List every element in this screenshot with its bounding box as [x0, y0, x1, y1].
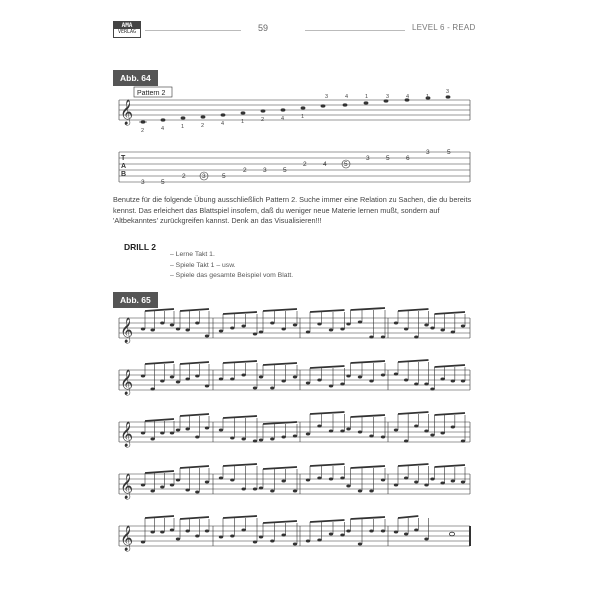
svg-text:B: B — [121, 171, 127, 178]
note-head — [293, 324, 297, 327]
tab-number: 2 — [243, 167, 247, 174]
note-head — [259, 439, 263, 442]
note-head — [253, 541, 257, 544]
note-head — [404, 328, 408, 331]
note-head — [150, 329, 154, 332]
note-head — [394, 429, 398, 432]
figure-65-systems — [119, 308, 470, 551]
note-head — [329, 478, 333, 481]
section-title: LEVEL 6 - READ — [412, 23, 476, 32]
note-head — [241, 529, 245, 532]
note-head — [241, 325, 245, 328]
note-head — [270, 490, 274, 493]
note-head — [170, 324, 174, 327]
fingering: 4 — [161, 126, 165, 132]
note-head — [381, 479, 385, 482]
note-head — [253, 333, 257, 336]
note-head — [160, 486, 164, 489]
note-head — [185, 378, 189, 381]
note-head — [329, 385, 333, 388]
note-head — [160, 531, 164, 534]
note-head — [259, 376, 263, 379]
fingering: 2 — [261, 117, 265, 123]
note-head — [461, 380, 465, 383]
note-head — [369, 336, 373, 339]
note-head — [394, 531, 398, 534]
note-head — [293, 376, 297, 379]
note-head — [424, 430, 428, 433]
note-head — [451, 480, 455, 483]
tab-number: 5 — [222, 173, 226, 180]
note-beam — [310, 310, 345, 312]
treble-clef-icon: 𝄞 — [120, 526, 134, 551]
tab-number: 2 — [303, 161, 307, 168]
note-head — [340, 534, 344, 537]
note-head — [281, 380, 285, 383]
note-head — [281, 328, 285, 331]
note-head — [170, 484, 174, 487]
fingering: 3 — [446, 89, 450, 95]
note-head — [160, 322, 164, 325]
note-head — [205, 385, 209, 388]
note-beam — [310, 366, 345, 368]
tab-number: 5 — [447, 149, 451, 156]
note-head — [205, 427, 209, 430]
note-head — [293, 435, 297, 438]
note-head — [205, 481, 209, 484]
tab-number: 2 — [182, 173, 186, 180]
instruction-paragraph: Benutze für die folgende Übung ausschließlich Pattern 2. Suche immer eine Relation zu Sachen, die du bereits kennst. Das erleichert das Blattspiel insofern, daß du weniger neue Materie lernen mußt, sondern auf 'Altbekanntes' zurückgreifen kannst. Denk an das Visualisieren!!! — [113, 195, 472, 225]
figure-64-label: Abb. 64 — [113, 70, 158, 86]
note-head — [170, 376, 174, 379]
note-head — [306, 331, 310, 334]
note-head — [346, 530, 350, 533]
pattern-label — [134, 87, 172, 97]
note-head — [317, 379, 321, 382]
figure-64-fingerings-low — [141, 114, 304, 134]
tab-number: 5 — [161, 179, 165, 186]
note-beam — [145, 309, 174, 311]
note-head — [346, 323, 350, 326]
note-head — [293, 490, 297, 493]
svg-text:A: A — [121, 163, 127, 170]
fingering: 3 — [386, 94, 390, 100]
note-head — [430, 434, 434, 437]
fingering: 4 — [221, 121, 225, 127]
treble-clef-icon: 𝄞 — [120, 318, 134, 343]
tab-number: 3 — [202, 173, 206, 180]
note-beam — [180, 309, 209, 311]
note-head — [440, 329, 444, 332]
tab-number: 4 — [323, 161, 327, 168]
drill-step: – Lerne Takt 1. — [170, 251, 215, 258]
drill-step: – Spiele das gesamte Beispiel vom Blatt. — [170, 272, 294, 279]
note-head — [414, 481, 418, 484]
note-beam — [263, 363, 297, 365]
note-head — [329, 533, 333, 536]
note-head — [346, 375, 350, 378]
note-head — [176, 328, 180, 331]
note-head — [259, 487, 263, 490]
note-head — [440, 432, 444, 435]
note-head — [141, 375, 145, 378]
note-head — [306, 433, 310, 436]
figure-64-staff — [119, 100, 470, 120]
logo-top-text: AMA — [114, 22, 140, 29]
note-head — [195, 436, 199, 439]
note-head — [358, 376, 362, 379]
note-head — [430, 388, 434, 391]
note-beam — [310, 412, 345, 414]
treble-clef-icon: 𝄞 — [120, 474, 134, 499]
note-beam — [180, 466, 209, 468]
note-head — [358, 543, 362, 546]
note-head — [340, 328, 344, 331]
note-beam — [398, 412, 429, 414]
note-head — [281, 480, 285, 483]
note-head — [270, 387, 274, 390]
note-head — [253, 488, 257, 491]
note-head — [160, 432, 164, 435]
note-head — [230, 479, 234, 482]
fingering: 4 — [345, 94, 349, 100]
fingering: 2 — [201, 123, 205, 129]
note-beam — [435, 413, 466, 415]
note-head — [358, 321, 362, 324]
note-head — [461, 325, 465, 328]
note-head — [394, 373, 398, 376]
note-head — [185, 530, 189, 533]
note-head — [141, 484, 145, 487]
note-head — [381, 336, 385, 339]
note-beam — [435, 465, 466, 467]
note-head — [270, 438, 274, 441]
note-beam — [398, 516, 418, 518]
note-head — [219, 536, 223, 539]
note-head — [241, 488, 245, 491]
note-beam — [351, 415, 386, 417]
note-head — [440, 378, 444, 381]
note-head — [293, 543, 297, 546]
svg-text:T: T — [121, 155, 126, 162]
note-beam — [351, 361, 386, 363]
note-head — [150, 438, 154, 441]
note-head — [394, 484, 398, 487]
fingering: 4 — [406, 94, 410, 100]
figure-64-fingerings-high — [325, 89, 449, 100]
tab-number: 5 — [283, 167, 287, 174]
note-head — [424, 383, 428, 386]
note-head — [414, 425, 418, 428]
note-head — [329, 430, 333, 433]
note-head — [358, 431, 362, 434]
page-number: 59 — [258, 23, 269, 33]
fingering: 4 — [281, 116, 285, 122]
note-beam — [310, 464, 345, 466]
note-head — [230, 535, 234, 538]
note-head — [150, 531, 154, 534]
figure-64-notes — [139, 95, 450, 123]
note-head — [259, 536, 263, 539]
note-head — [369, 490, 373, 493]
note-head — [461, 481, 465, 484]
note-beam — [145, 362, 174, 364]
figure-64-tab-staff — [119, 152, 470, 182]
note-head — [253, 440, 257, 443]
figure-64-tab-numbers — [141, 149, 451, 186]
note-head — [205, 530, 209, 533]
tab-number: 6 — [406, 155, 410, 162]
note-head — [306, 479, 310, 482]
treble-clef-icon: 𝄞 — [120, 422, 134, 447]
note-beam — [351, 466, 386, 468]
note-head — [317, 539, 321, 542]
note-head — [150, 388, 154, 391]
note-beam — [398, 464, 429, 466]
tab-number: 3 — [366, 155, 370, 162]
note-head — [230, 437, 234, 440]
note-head — [317, 323, 321, 326]
note-head — [195, 322, 199, 325]
note-head — [141, 328, 145, 331]
note-head — [394, 322, 398, 325]
note-head — [430, 478, 434, 481]
note-head — [414, 383, 418, 386]
note-beam — [435, 365, 466, 367]
fingering: 2 — [141, 128, 145, 134]
note-head — [424, 538, 428, 541]
logo-bottom-text: VERLAG — [117, 29, 137, 35]
note-beam — [180, 362, 209, 364]
note-head — [270, 540, 274, 543]
note-head — [205, 335, 209, 338]
note-beam — [351, 517, 386, 519]
treble-clef-icon: 𝄞 — [120, 370, 134, 395]
note-head — [141, 541, 145, 544]
note-beam — [398, 309, 429, 311]
note-head — [404, 379, 408, 382]
note-head — [170, 529, 174, 532]
note-head — [404, 533, 408, 536]
note-head — [381, 530, 385, 533]
note-head — [150, 490, 154, 493]
note-head — [141, 432, 145, 435]
drill-step: – Spiele Takt 1 – usw. — [170, 261, 236, 269]
fingering: 1 — [426, 94, 430, 100]
note-head — [329, 329, 333, 332]
note-head — [185, 428, 189, 431]
note-head — [317, 477, 321, 480]
note-beam — [223, 464, 257, 466]
note-head — [185, 489, 189, 492]
note-head — [230, 327, 234, 330]
note-head — [404, 477, 408, 480]
note-beam — [223, 312, 257, 314]
note-beam — [180, 414, 209, 416]
note-head — [176, 479, 180, 482]
note-head — [404, 440, 408, 443]
note-beam — [223, 361, 257, 363]
note-head — [358, 490, 362, 493]
note-head — [346, 428, 350, 431]
note-head — [195, 535, 199, 538]
note-head — [424, 484, 428, 487]
note-head — [430, 327, 434, 330]
half-note — [449, 532, 454, 536]
note-beam — [145, 471, 174, 473]
tab-clef — [121, 155, 126, 178]
note-head — [451, 426, 455, 429]
drill-title: DRILL 2 — [124, 242, 156, 252]
note-head — [195, 375, 199, 378]
note-head — [440, 482, 444, 485]
note-head — [306, 382, 310, 385]
note-head — [414, 336, 418, 339]
note-head — [340, 430, 344, 433]
note-head — [414, 529, 418, 532]
note-head — [219, 330, 223, 333]
note-head — [451, 331, 455, 334]
note-head — [346, 485, 350, 488]
note-beam — [263, 467, 297, 469]
fingering: 1 — [365, 94, 369, 100]
note-head — [259, 331, 263, 334]
note-beam — [223, 516, 257, 518]
note-head — [317, 425, 321, 428]
note-head — [219, 429, 223, 432]
tab-number: 5 — [386, 155, 390, 162]
treble-clef-icon: 𝄞 — [120, 100, 134, 125]
fingering: 3 — [325, 94, 329, 100]
note-beam — [145, 419, 174, 421]
note-head — [270, 322, 274, 325]
note-head — [185, 329, 189, 332]
tab-number: 5 — [344, 161, 348, 168]
fingering: 1 — [181, 124, 185, 130]
note-head — [281, 436, 285, 439]
note-beam — [263, 309, 297, 311]
fingering: 1 — [301, 114, 305, 120]
note-head — [424, 324, 428, 327]
figure-65-label: Abb. 65 — [113, 292, 158, 308]
note-head — [219, 477, 223, 480]
note-head — [170, 432, 174, 435]
note-head — [176, 381, 180, 384]
note-beam — [435, 312, 466, 314]
note-head — [369, 530, 373, 533]
note-head — [241, 438, 245, 441]
note-beam — [310, 520, 345, 522]
note-beam — [263, 521, 297, 523]
note-beam — [398, 360, 429, 362]
note-head — [176, 538, 180, 541]
note-beam — [145, 516, 174, 518]
note-head — [340, 477, 344, 480]
note-head — [176, 429, 180, 432]
note-head — [461, 440, 465, 443]
note-head — [369, 435, 373, 438]
note-head — [281, 534, 285, 537]
svg-text:Pattern 2: Pattern 2 — [137, 90, 166, 97]
note-head — [219, 378, 223, 381]
note-head — [306, 540, 310, 543]
note-head — [195, 491, 199, 494]
tab-number: 3 — [141, 179, 145, 186]
note-beam — [351, 308, 386, 310]
fingering: 1 — [241, 119, 245, 125]
note-head — [381, 374, 385, 377]
tab-number: 3 — [426, 149, 430, 156]
note-head — [381, 436, 385, 439]
note-beam — [223, 416, 257, 418]
note-head — [253, 387, 257, 390]
note-head — [230, 378, 234, 381]
note-head — [369, 380, 373, 383]
tab-number: 3 — [263, 167, 267, 174]
note-head — [241, 374, 245, 377]
note-head — [451, 380, 455, 383]
note-beam — [180, 517, 209, 519]
note-head — [160, 380, 164, 383]
note-head — [340, 383, 344, 386]
